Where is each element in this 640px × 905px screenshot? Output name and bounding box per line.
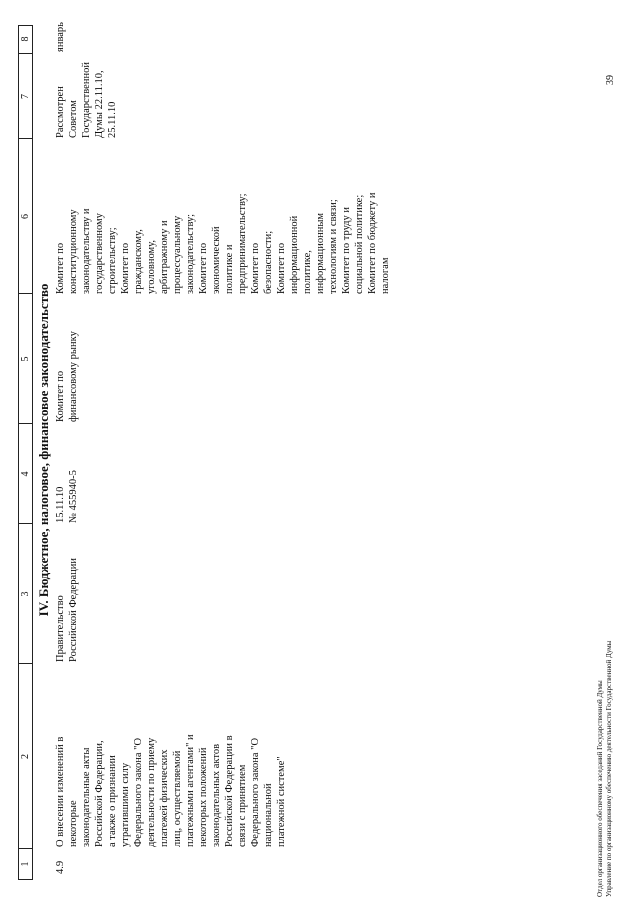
page-number: 39 [605, 75, 616, 85]
text-line: некоторые [68, 800, 79, 847]
text-line: арбитражному и [159, 220, 170, 294]
text-line: Комитет по [250, 242, 261, 294]
term: январь [55, 22, 66, 52]
col-num-4: 4 [20, 471, 31, 477]
text-line: платежей физических [159, 749, 170, 847]
row-number: 4.9 [55, 860, 66, 874]
header-divider [19, 293, 32, 294]
text-line: Комитет по бюджету и [367, 192, 378, 294]
text-line: законодательных актов [211, 743, 222, 847]
text-line: Федерального закона "О [133, 737, 144, 847]
text-line: № 455940-5 [68, 470, 79, 523]
text-line: Комитет по [276, 242, 287, 294]
text-line: национальной [263, 783, 274, 847]
text-line: гражданскому, [133, 229, 144, 294]
text-line: Комитет по [55, 242, 66, 294]
col-num-7: 7 [20, 94, 31, 99]
text-line: О внесении изменений в [55, 736, 66, 847]
footer-line: Отдел организационного обеспечения заседаний Государственной Думы [596, 680, 604, 897]
text-line: Комитет по [198, 242, 209, 294]
column-number-header [18, 25, 33, 880]
text-line: платежной системе" [276, 756, 287, 847]
text-line: политике и [224, 244, 235, 294]
text-line: Российской Федерации в [224, 735, 235, 847]
section-title: IV. Бюджетное, налоговое, финансовое законодательство [36, 283, 51, 617]
text-line: конституционному [68, 209, 79, 294]
text-line: законодательные акты [81, 747, 92, 847]
text-line: информационной [289, 215, 300, 294]
text-line: платежными агентами" и [185, 734, 196, 847]
header-divider [19, 848, 32, 849]
col-num-5: 5 [20, 356, 31, 362]
text-line: Федерального закона "О [250, 737, 261, 847]
footer-line: Управление по организационному обеспечению деятельности Государственной Думы [605, 640, 613, 897]
header-divider [19, 523, 32, 524]
text-line: Правительство [55, 595, 66, 662]
text-line: 15.11.10 [55, 486, 66, 523]
status [54, 58, 119, 138]
initiator [54, 524, 80, 662]
text-line: процессуальному [172, 215, 183, 294]
text-line: деятельности по приему [146, 737, 157, 847]
col-num-6: 6 [20, 214, 31, 219]
col-num-1: 1 [20, 861, 31, 867]
text-line: некоторых положений [198, 747, 209, 847]
text-line: Рассмотрен [55, 86, 66, 138]
text-line: Думы 22.11.10, [94, 70, 105, 138]
text-line: законодательству; [185, 213, 196, 294]
text-line: информационным [315, 212, 326, 294]
text-line: связи с принятием [237, 764, 248, 847]
text-line: финансовому рынку [68, 331, 79, 422]
text-line: Российской Федерации, [94, 740, 105, 847]
text-line: законодательству и [81, 208, 92, 294]
text-line: 25.11.10 [107, 101, 118, 138]
text-line: утратившими силу [120, 762, 131, 847]
text-line: налогам [380, 257, 391, 294]
text-line: экономической [211, 226, 222, 294]
col-num-8: 8 [20, 36, 31, 42]
col-num-3: 3 [20, 591, 31, 597]
co-committees [54, 139, 392, 294]
text-line: уголовному, [146, 240, 157, 294]
legislation-table [18, 22, 618, 880]
text-line: Комитет по труду и [341, 206, 352, 294]
text-line: государственному [94, 213, 105, 294]
text-line: Государственной [81, 62, 92, 138]
text-line: предпринимательству; [237, 193, 248, 294]
text-line: Комитет по [55, 370, 66, 422]
text-line: безопасности; [263, 230, 274, 294]
text-line: строительству; [107, 227, 118, 294]
text-line: лиц, осуществляемой [172, 750, 183, 847]
header-divider [19, 423, 32, 424]
bill-title [54, 697, 288, 847]
text-line: Советом [68, 100, 79, 138]
responsible-committee [54, 290, 80, 422]
header-divider [19, 138, 32, 139]
registration-date [54, 428, 80, 523]
col-num-2: 2 [20, 754, 31, 759]
text-line: политике, [302, 250, 313, 294]
text-line: Российской Федерации [68, 558, 79, 662]
text-line: а также о признании [107, 755, 118, 847]
header-divider [19, 663, 32, 664]
text-line: технологиям и связи; [328, 199, 339, 294]
footer [596, 641, 614, 897]
text-line: социальной политике; [354, 194, 365, 294]
header-divider [19, 53, 32, 54]
text-line: Комитет по [120, 242, 131, 294]
